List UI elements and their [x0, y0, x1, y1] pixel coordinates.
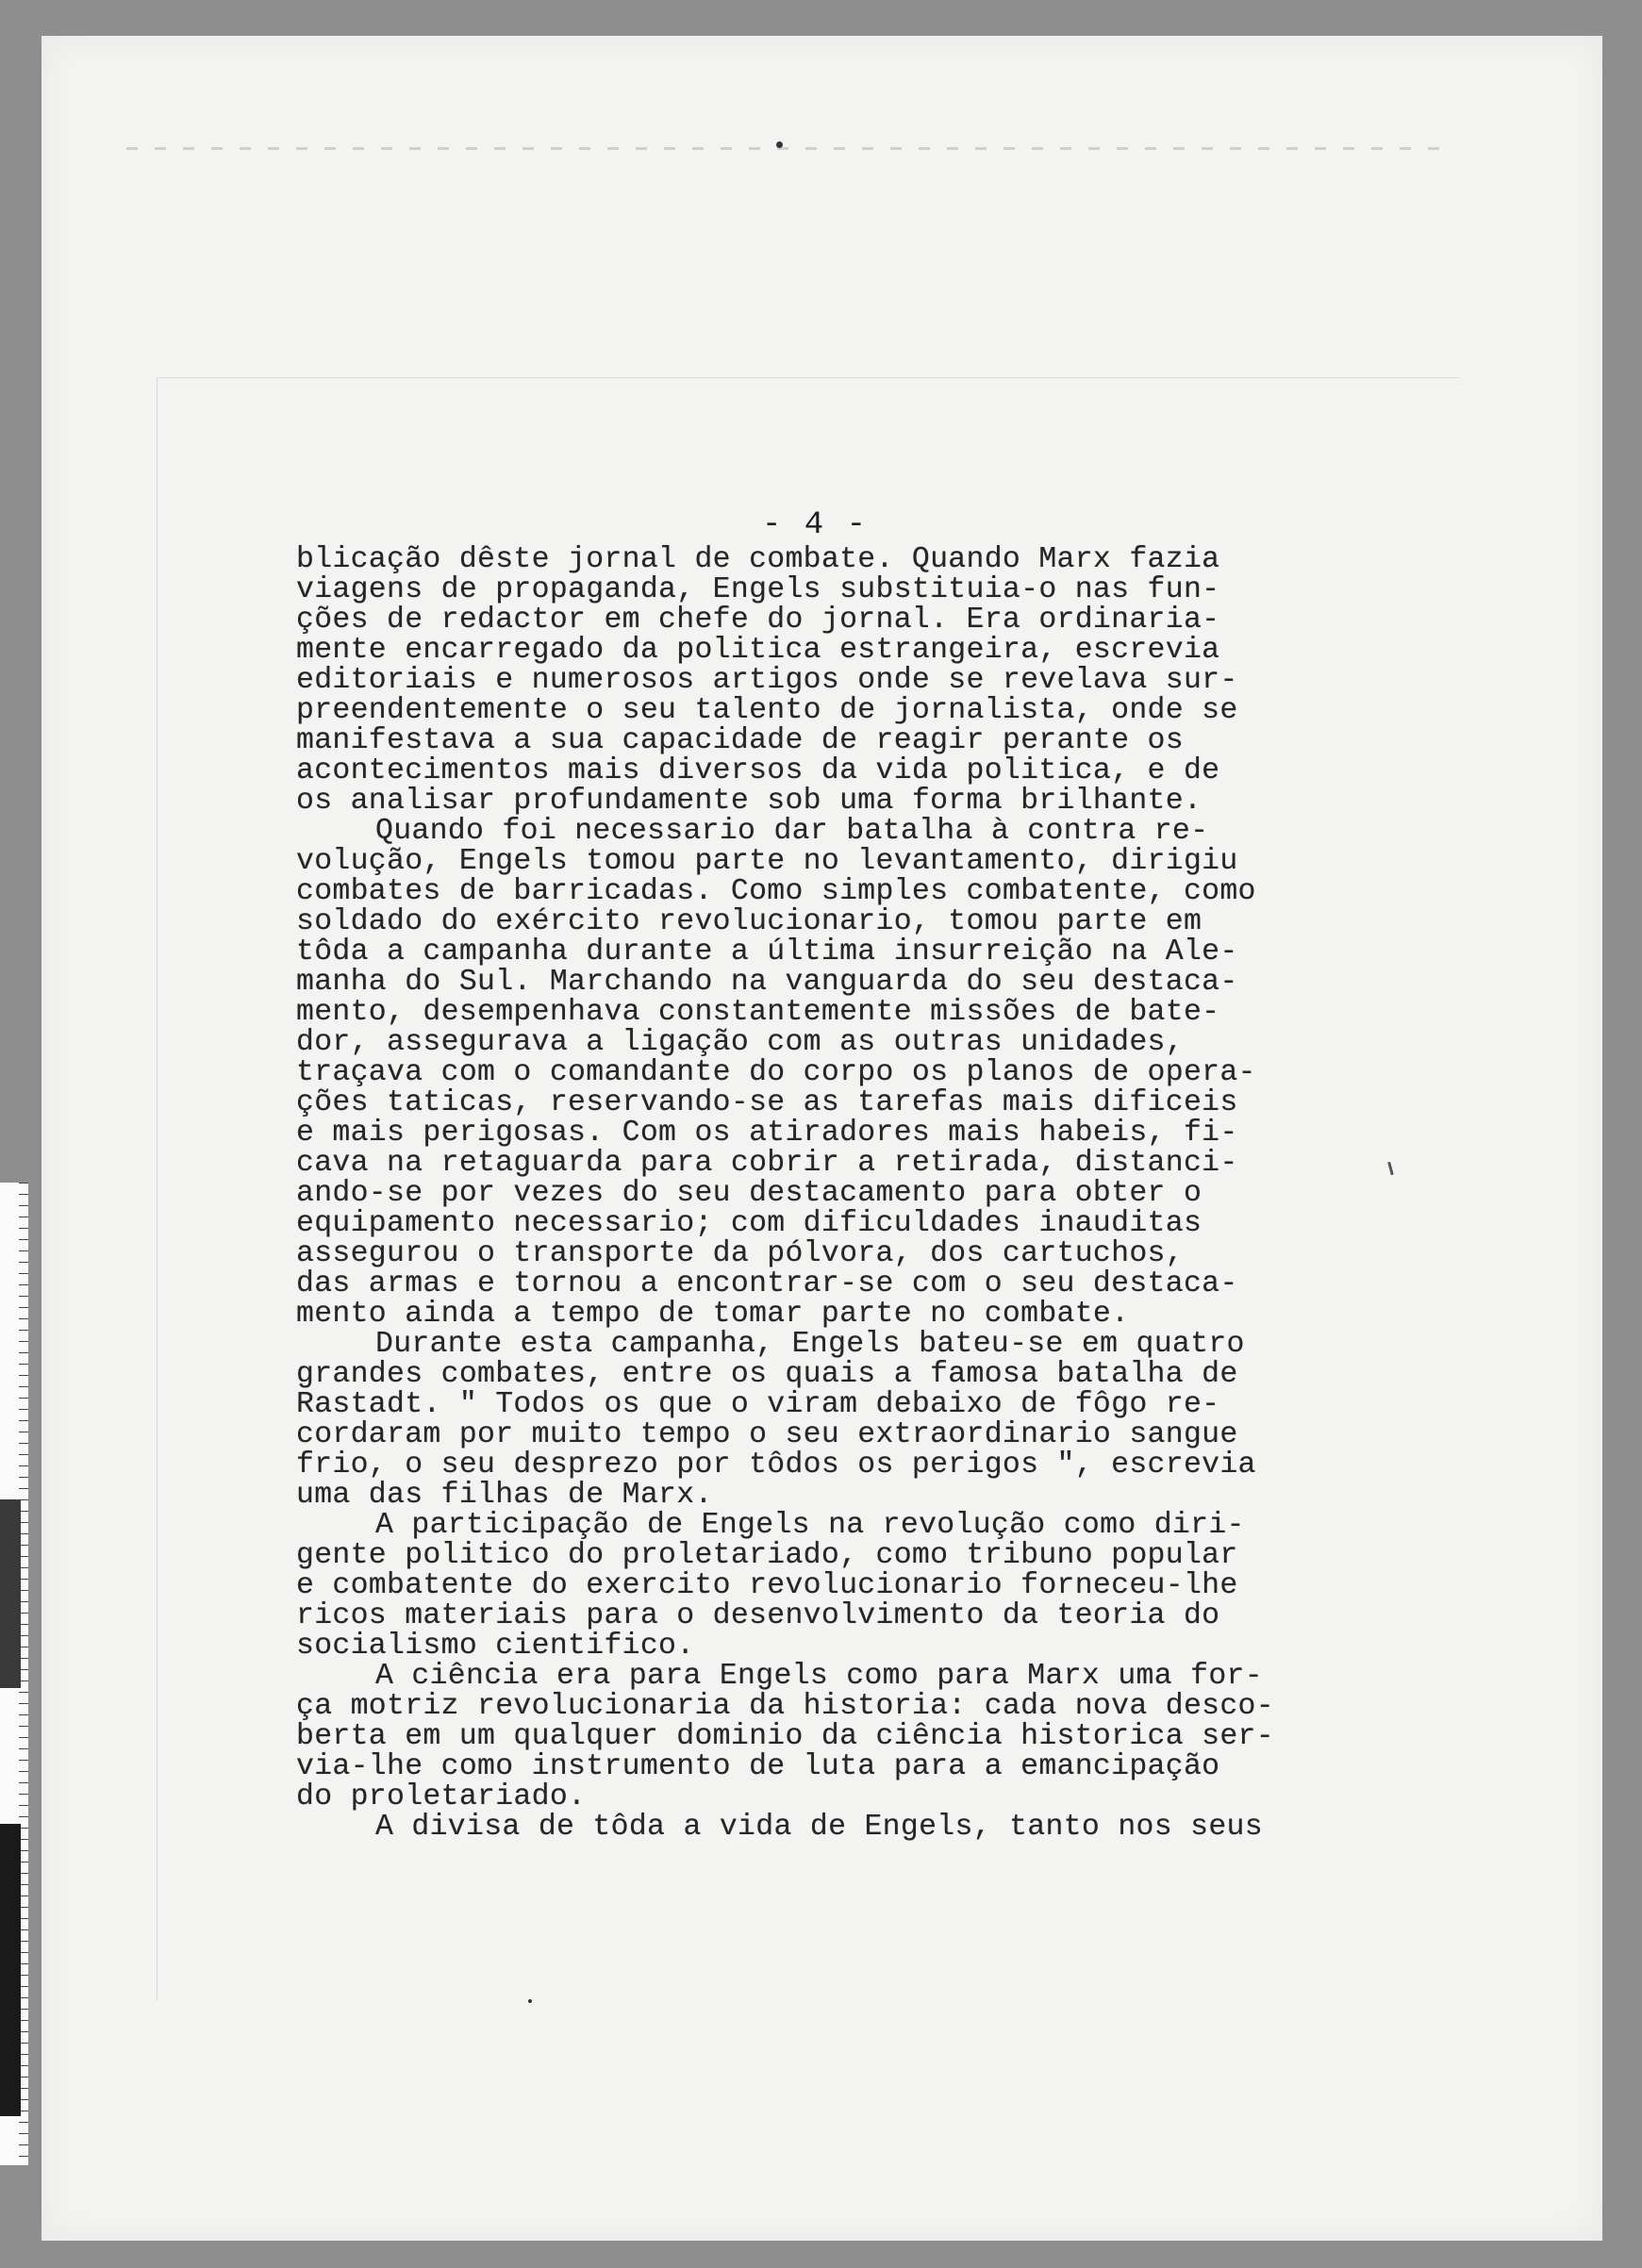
text-line: e mais perigosas. Com os atiradores mais habeis, fi-	[296, 1117, 1238, 1150]
text-line: uma das filhas de Marx.	[296, 1479, 713, 1512]
ink-dot-small	[528, 1999, 532, 2003]
text-line: ções taticas, reservando-se as tarefas mais dificeis	[296, 1086, 1238, 1119]
paper-sheet	[41, 36, 1602, 2241]
text-line: das armas e tornou a encontrar-se com o seu destaca-	[296, 1267, 1238, 1300]
text-line: traçava com o comandante do corpo os planos de opera-	[296, 1056, 1256, 1089]
scale-ruler	[0, 1183, 28, 2165]
text-line: soldado do exército revolucionario, tomou parte em	[296, 905, 1202, 938]
text-line: combates de barricadas. Como simples combatente, como	[296, 875, 1256, 908]
text-line: ando-se por vezes do seu destacamento para obter o	[296, 1177, 1202, 1210]
text-line: mento, desempenhava constantemente missões de bate-	[296, 996, 1220, 1029]
text-line: ções de redactor em chefe do jornal. Era ordinaria-	[296, 604, 1220, 637]
text-line: grandes combates, entre os quais a famosa batalha de	[296, 1358, 1238, 1391]
typed-text	[296, 545, 1343, 1843]
paragraph-start-line: A ciência era para Engels como para Marx uma for-	[375, 1660, 1263, 1693]
text-line: ça motriz revolucionaria da historia: cada nova desco-	[296, 1690, 1274, 1723]
text-line: os analisar profundamente sob uma forma brilhante.	[296, 785, 1202, 818]
ruler-black-band	[0, 1824, 21, 2116]
text-line: gente politico do proletariado, como tribuno popular	[296, 1539, 1238, 1572]
paragraph-start-line: A divisa de tôda a vida de Engels, tanto nos seus	[375, 1811, 1263, 1844]
text-line: preendentemente o seu talento de jornalista, onde se	[296, 694, 1238, 727]
text-line: equipamento necessario; com dificuldades inauditas	[296, 1207, 1202, 1240]
text-line: editoriais e numerosos artigos onde se revelava sur-	[296, 664, 1238, 697]
text-line: dor, assegurava a ligação com as outras unidades,	[296, 1026, 1184, 1059]
text-line: do proletariado.	[296, 1780, 587, 1813]
text-line: mento ainda a tempo de tomar parte no combate.	[296, 1298, 1130, 1331]
text-line: frio, o seu desprezo por tôdos os perigos ", escrevia	[296, 1449, 1256, 1482]
text-line: ricos materiais para o desenvolvimento da teoria do	[296, 1599, 1220, 1632]
text-line: mente encarregado da politica estrangeira, escrevia	[296, 634, 1220, 667]
text-line: assegurou o transporte da pólvora, dos cartuchos,	[296, 1237, 1184, 1270]
paragraph-start-line: A participação de Engels na revolução como diri-	[375, 1509, 1245, 1542]
text-line: manifestava a sua capacidade de reagir perante os	[296, 724, 1184, 757]
text-line: via-lhe como instrumento de luta para a emancipação	[296, 1750, 1220, 1783]
paragraph-start-line: Quando foi necessario dar batalha à contra re-	[375, 815, 1209, 848]
text-line: viagens de propaganda, Engels substituia-o nas fun-	[296, 573, 1220, 606]
text-line: socialismo cientifico.	[296, 1630, 695, 1663]
text-line: volução, Engels tomou parte no levantamento, dirigiu	[296, 845, 1238, 878]
text-line: manha do Sul. Marchando na vanguarda do seu destaca-	[296, 966, 1238, 999]
paragraph-start-line: Durante esta campanha, Engels bateu-se em quatro	[375, 1328, 1245, 1361]
text-line: cava na retaguarda para cobrir a retirada, distanci-	[296, 1147, 1238, 1180]
text-line: cordaram por muito tempo o seu extraordinario sangue	[296, 1418, 1238, 1451]
text-line: Rastadt. " Todos os que o viram debaixo de fôgo re-	[296, 1388, 1220, 1421]
text-line: blicação dêste jornal de combate. Quando Marx fazia	[296, 543, 1220, 576]
top-smudge	[126, 147, 1447, 150]
page-number: - 4 -	[762, 507, 869, 543]
ruler-gray-band	[0, 1499, 21, 1688]
ink-dot	[776, 141, 783, 148]
text-line: e combatente do exercito revolucionario forneceu-lhe	[296, 1569, 1238, 1602]
text-line: berta em um qualquer dominio da ciência historica ser-	[296, 1720, 1274, 1753]
text-line: tôda a campanha durante a última insurreição na Ale-	[296, 935, 1238, 968]
text-line: acontecimentos mais diversos da vida politica, e de	[296, 754, 1220, 787]
